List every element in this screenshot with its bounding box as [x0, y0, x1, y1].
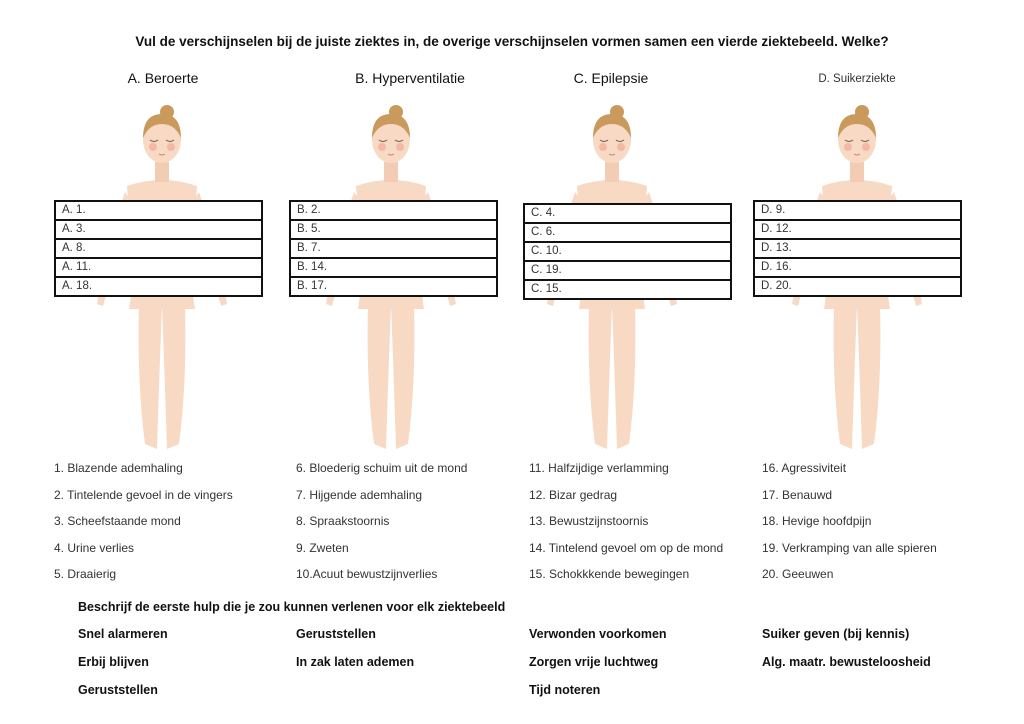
answer-field[interactable]: D. 13.	[753, 238, 962, 257]
answer-field[interactable]: C. 15.	[523, 279, 732, 300]
symptom-item: 18. Hevige hoofdpijn	[762, 514, 872, 528]
answer-field[interactable]: A. 1.	[54, 200, 263, 219]
first-aid-item: Geruststellen	[296, 627, 376, 641]
answer-field[interactable]: A. 3.	[54, 219, 263, 238]
symptom-item: 15. Schokkkende bewegingen	[529, 567, 690, 581]
first-aid-column-2	[296, 627, 516, 683]
symptom-list-4	[762, 460, 1002, 593]
first-aid-item: In zak laten ademen	[296, 655, 415, 669]
first-aid-heading: Beschrijf de eerste hulp die je zou kunnen verlenen voor elk ziektebeeld	[78, 600, 506, 614]
first-aid-item: Tijd noteren	[529, 683, 601, 697]
answer-field[interactable]: A. 8.	[54, 238, 263, 257]
first-aid-column-3	[529, 627, 749, 711]
symptom-item: 10.Acuut bewustzijnverlies	[296, 567, 438, 581]
symptom-item: 17. Benauwd	[762, 487, 833, 502]
answer-field[interactable]: C. 4.	[523, 203, 732, 222]
answer-box-c	[523, 203, 732, 300]
symptom-item: 6. Bloederig schuim uit de mond	[296, 461, 468, 475]
symptom-item: 20. Geeuwen	[762, 567, 834, 581]
symptom-item: 14. Tintelend gevoel om op de mond	[529, 540, 724, 555]
symptom-item: 16. Agressiviteit	[762, 461, 847, 475]
first-aid-item: Suiker geven (bij kennis)	[762, 627, 910, 641]
answer-field[interactable]: B. 14.	[289, 257, 498, 276]
symptom-item: 11. Halfzijdige verlamming	[529, 461, 669, 475]
answer-field[interactable]: B. 17.	[289, 276, 498, 297]
answer-field[interactable]: D. 20.	[753, 276, 962, 297]
heading-hyperventilatie: B. Hyperventilatie	[355, 70, 465, 86]
answer-field[interactable]: C. 6.	[523, 222, 732, 241]
answer-field[interactable]: A. 11.	[54, 257, 263, 276]
first-aid-item: Alg. maatr. bewusteloosheid	[762, 655, 931, 669]
heading-suikerziekte: D. Suikerziekte	[818, 73, 896, 85]
symptom-list-1	[54, 460, 294, 593]
first-aid-column-4	[762, 627, 982, 683]
symptom-item: 13. Bewustzijnstoornis	[529, 514, 649, 528]
answer-field[interactable]: A. 18.	[54, 276, 263, 297]
answer-box-d	[753, 200, 962, 297]
heading-beroerte: A. Beroerte	[127, 70, 199, 86]
symptom-list-3	[529, 460, 769, 593]
symptom-list-2	[296, 460, 536, 593]
answer-box-a	[54, 200, 263, 297]
symptom-item: 9. Zweten	[296, 540, 349, 555]
symptom-item: 7. Hijgende ademhaling	[296, 487, 423, 502]
answer-field[interactable]: B. 7.	[289, 238, 498, 257]
answer-field[interactable]: B. 5.	[289, 219, 498, 238]
answer-box-b	[289, 200, 498, 297]
answer-field[interactable]: D. 9.	[753, 200, 962, 219]
heading-epilepsie: C. Epilepsie	[573, 70, 649, 86]
first-aid-column-1	[78, 627, 298, 711]
symptom-item: 8. Spraakstoornis	[296, 514, 390, 528]
answer-field[interactable]: B. 2.	[289, 200, 498, 219]
first-aid-item: Zorgen vrije luchtweg	[529, 655, 659, 669]
answer-field[interactable]: C. 19.	[523, 260, 732, 279]
answer-field[interactable]: C. 10.	[523, 241, 732, 260]
symptom-item: 2. Tintelende gevoel in de vingers	[54, 487, 233, 502]
answer-field[interactable]: D. 16.	[753, 257, 962, 276]
first-aid-item: Verwonden voorkomen	[529, 627, 667, 641]
symptom-item: 1. Blazende ademhaling	[54, 461, 183, 475]
first-aid-item: Geruststellen	[78, 683, 158, 697]
first-aid-item: Snel alarmeren	[78, 627, 168, 641]
answer-field[interactable]: D. 12.	[753, 219, 962, 238]
symptom-item: 4. Urine verlies	[54, 540, 135, 555]
symptom-item: 19. Verkramping van alle spieren	[762, 540, 937, 555]
first-aid-item: Erbij blijven	[78, 655, 149, 669]
symptom-item: 3. Scheefstaande mond	[54, 514, 181, 528]
symptom-item: 5. Draaierig	[54, 567, 117, 581]
symptom-item: 12. Bizar gedrag	[529, 487, 618, 502]
worksheet-title: Vul de verschijnselen bij de juiste ziektes in, de overige verschijnselen vormen samen een vierde ziektebeeld. Welke?	[135, 34, 889, 49]
